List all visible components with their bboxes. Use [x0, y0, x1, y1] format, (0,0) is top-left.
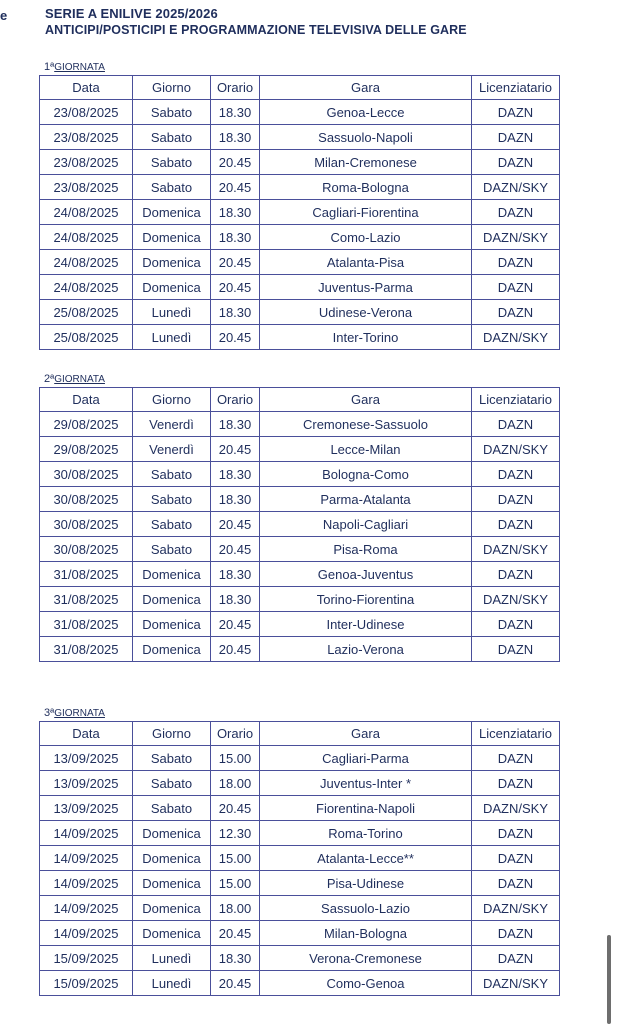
table-row [40, 125, 560, 150]
match-cell: Verona-Cremonese [260, 946, 472, 971]
column-header-match: Gara [260, 722, 472, 746]
column-header-broadcaster: Licenziatario [472, 76, 560, 100]
day-cell: Sabato [133, 100, 211, 125]
table-row [40, 512, 560, 537]
column-header-broadcaster: Licenziatario [472, 388, 560, 412]
broadcaster-cell: DAZN [472, 300, 560, 325]
giornata-3-heading [44, 706, 560, 721]
table-row [40, 971, 560, 996]
giornata-1-section [39, 60, 560, 350]
giornata-number: 3ª [44, 707, 55, 719]
day-cell: Domenica [133, 821, 211, 846]
date-cell: 13/09/2025 [40, 746, 133, 771]
time-cell: 12.30 [211, 821, 260, 846]
match-cell: Como-Lazio [260, 225, 472, 250]
broadcaster-cell: DAZN [472, 462, 560, 487]
time-cell: 20.45 [211, 275, 260, 300]
time-cell: 15.00 [211, 871, 260, 896]
match-cell: Sassuolo-Napoli [260, 125, 472, 150]
giornata-3-section [39, 706, 560, 996]
broadcaster-cell: DAZN [472, 771, 560, 796]
date-cell: 13/09/2025 [40, 796, 133, 821]
day-cell: Sabato [133, 512, 211, 537]
day-cell: Domenica [133, 225, 211, 250]
match-cell: Milan-Cremonese [260, 150, 472, 175]
table-row [40, 637, 560, 662]
day-cell: Sabato [133, 150, 211, 175]
date-cell: 14/09/2025 [40, 871, 133, 896]
time-cell: 18.30 [211, 300, 260, 325]
day-cell: Lunedì [133, 325, 211, 350]
table-row [40, 437, 560, 462]
match-cell: Lecce-Milan [260, 437, 472, 462]
column-header-date: Data [40, 388, 133, 412]
match-cell: Cagliari-Fiorentina [260, 200, 472, 225]
time-cell: 18.30 [211, 125, 260, 150]
broadcaster-cell: DAZN [472, 637, 560, 662]
time-cell: 15.00 [211, 746, 260, 771]
table-row [40, 821, 560, 846]
time-cell: 18.00 [211, 896, 260, 921]
date-cell: 24/08/2025 [40, 225, 133, 250]
date-cell: 30/08/2025 [40, 512, 133, 537]
time-cell: 18.30 [211, 100, 260, 125]
match-cell: Roma-Bologna [260, 175, 472, 200]
table-row [40, 150, 560, 175]
broadcaster-cell: DAZN [472, 125, 560, 150]
broadcaster-cell: DAZN/SKY [472, 225, 560, 250]
date-cell: 24/08/2025 [40, 250, 133, 275]
table-row [40, 200, 560, 225]
document-subtitle: ANTICIPI/POSTICIPI E PROGRAMMAZIONE TELEVISIVA DELLE GARE [45, 23, 467, 37]
table-row [40, 412, 560, 437]
match-cell: Milan-Bologna [260, 921, 472, 946]
column-header-day: Giorno [133, 388, 211, 412]
column-header-match: Gara [260, 388, 472, 412]
broadcaster-cell: DAZN [472, 100, 560, 125]
broadcaster-cell: DAZN/SKY [472, 896, 560, 921]
giornata-1-table [39, 75, 560, 350]
date-cell: 29/08/2025 [40, 412, 133, 437]
time-cell: 18.30 [211, 562, 260, 587]
date-cell: 23/08/2025 [40, 125, 133, 150]
day-cell: Domenica [133, 587, 211, 612]
column-header-day: Giorno [133, 722, 211, 746]
table-row [40, 175, 560, 200]
giornata-number: 2ª [44, 373, 55, 385]
table-row [40, 462, 560, 487]
giornata-1-heading [44, 60, 560, 75]
header-row [40, 76, 560, 100]
time-cell: 18.30 [211, 200, 260, 225]
match-cell: Parma-Atalanta [260, 487, 472, 512]
match-cell: Torino-Fiorentina [260, 587, 472, 612]
time-cell: 20.45 [211, 612, 260, 637]
match-cell: Genoa-Juventus [260, 562, 472, 587]
match-cell: Cagliari-Parma [260, 746, 472, 771]
date-cell: 23/08/2025 [40, 100, 133, 125]
column-header-match: Gara [260, 76, 472, 100]
day-cell: Venerdì [133, 437, 211, 462]
day-cell: Domenica [133, 275, 211, 300]
match-cell: Lazio-Verona [260, 637, 472, 662]
table-row [40, 612, 560, 637]
column-header-broadcaster: Licenziatario [472, 722, 560, 746]
broadcaster-cell: DAZN [472, 562, 560, 587]
header-row [40, 388, 560, 412]
time-cell: 20.45 [211, 921, 260, 946]
date-cell: 31/08/2025 [40, 562, 133, 587]
broadcaster-cell: DAZN/SKY [472, 175, 560, 200]
header-row [40, 722, 560, 746]
table-row [40, 896, 560, 921]
broadcaster-cell: DAZN [472, 250, 560, 275]
broadcaster-cell: DAZN/SKY [472, 537, 560, 562]
day-cell: Venerdì [133, 412, 211, 437]
column-header-date: Data [40, 76, 133, 100]
time-cell: 20.45 [211, 325, 260, 350]
document-header [45, 6, 467, 38]
date-cell: 14/09/2025 [40, 921, 133, 946]
match-cell: Bologna-Como [260, 462, 472, 487]
giornata-number: 1ª [44, 61, 55, 73]
time-cell: 20.45 [211, 796, 260, 821]
day-cell: Sabato [133, 487, 211, 512]
date-cell: 30/08/2025 [40, 462, 133, 487]
document-title: SERIE A ENILIVE 2025/2026 [45, 6, 218, 21]
time-cell: 20.45 [211, 175, 260, 200]
table-row [40, 746, 560, 771]
time-cell: 20.45 [211, 150, 260, 175]
giornata-2-section [39, 372, 560, 662]
broadcaster-cell: DAZN [472, 412, 560, 437]
day-cell: Domenica [133, 637, 211, 662]
giornata-2-heading [44, 372, 560, 387]
day-cell: Domenica [133, 200, 211, 225]
table-row [40, 796, 560, 821]
date-cell: 23/08/2025 [40, 150, 133, 175]
match-cell: Pisa-Udinese [260, 871, 472, 896]
time-cell: 18.30 [211, 587, 260, 612]
table-row [40, 871, 560, 896]
date-cell: 14/09/2025 [40, 846, 133, 871]
date-cell: 23/08/2025 [40, 175, 133, 200]
day-cell: Lunedì [133, 971, 211, 996]
match-cell: Udinese-Verona [260, 300, 472, 325]
column-header-date: Data [40, 722, 133, 746]
date-cell: 25/08/2025 [40, 300, 133, 325]
day-cell: Domenica [133, 250, 211, 275]
day-cell: Sabato [133, 771, 211, 796]
table-row [40, 325, 560, 350]
time-cell: 20.45 [211, 971, 260, 996]
time-cell: 18.30 [211, 225, 260, 250]
match-cell: Genoa-Lecce [260, 100, 472, 125]
time-cell: 20.45 [211, 512, 260, 537]
table-row [40, 587, 560, 612]
date-cell: 15/09/2025 [40, 946, 133, 971]
column-header-time: Orario [211, 722, 260, 746]
match-cell: Napoli-Cagliari [260, 512, 472, 537]
time-cell: 18.30 [211, 462, 260, 487]
broadcaster-cell: DAZN/SKY [472, 971, 560, 996]
match-cell: Fiorentina-Napoli [260, 796, 472, 821]
match-cell: Pisa-Roma [260, 537, 472, 562]
day-cell: Domenica [133, 846, 211, 871]
day-cell: Sabato [133, 462, 211, 487]
broadcaster-cell: DAZN [472, 200, 560, 225]
match-cell: Juventus-Inter * [260, 771, 472, 796]
date-cell: 13/09/2025 [40, 771, 133, 796]
day-cell: Sabato [133, 746, 211, 771]
table-row [40, 921, 560, 946]
day-cell: Sabato [133, 175, 211, 200]
day-cell: Domenica [133, 562, 211, 587]
giornata-label: GIORNATA [54, 62, 105, 73]
column-header-time: Orario [211, 76, 260, 100]
broadcaster-cell: DAZN [472, 821, 560, 846]
broadcaster-cell: DAZN [472, 150, 560, 175]
time-cell: 18.30 [211, 946, 260, 971]
date-cell: 30/08/2025 [40, 537, 133, 562]
date-cell: 24/08/2025 [40, 275, 133, 300]
table-row [40, 771, 560, 796]
date-cell: 25/08/2025 [40, 325, 133, 350]
match-cell: Sassuolo-Lazio [260, 896, 472, 921]
day-cell: Lunedì [133, 300, 211, 325]
table-row [40, 487, 560, 512]
date-cell: 24/08/2025 [40, 200, 133, 225]
table-row [40, 946, 560, 971]
match-cell: Como-Genoa [260, 971, 472, 996]
day-cell: Domenica [133, 612, 211, 637]
broadcaster-cell: DAZN [472, 871, 560, 896]
time-cell: 18.00 [211, 771, 260, 796]
table-row [40, 250, 560, 275]
time-cell: 20.45 [211, 537, 260, 562]
match-cell: Roma-Torino [260, 821, 472, 846]
match-cell: Atalanta-Lecce** [260, 846, 472, 871]
date-cell: 31/08/2025 [40, 587, 133, 612]
giornata-2-table [39, 387, 560, 662]
column-header-day: Giorno [133, 76, 211, 100]
time-cell: 18.30 [211, 487, 260, 512]
broadcaster-cell: DAZN/SKY [472, 325, 560, 350]
match-cell: Atalanta-Pisa [260, 250, 472, 275]
date-cell: 31/08/2025 [40, 612, 133, 637]
time-cell: 20.45 [211, 250, 260, 275]
giornata-label: GIORNATA [54, 374, 105, 385]
broadcaster-cell: DAZN [472, 612, 560, 637]
broadcaster-cell: DAZN [472, 746, 560, 771]
match-cell: Inter-Udinese [260, 612, 472, 637]
time-cell: 15.00 [211, 846, 260, 871]
match-cell: Juventus-Parma [260, 275, 472, 300]
giornata-label: GIORNATA [54, 708, 105, 719]
time-cell: 20.45 [211, 637, 260, 662]
day-cell: Sabato [133, 796, 211, 821]
date-cell: 30/08/2025 [40, 487, 133, 512]
date-cell: 15/09/2025 [40, 971, 133, 996]
table-row [40, 100, 560, 125]
table-row [40, 537, 560, 562]
table-row [40, 562, 560, 587]
broadcaster-cell: DAZN [472, 846, 560, 871]
broadcaster-cell: DAZN [472, 487, 560, 512]
table-row [40, 225, 560, 250]
column-header-time: Orario [211, 388, 260, 412]
vertical-scrollbar[interactable] [607, 935, 611, 1024]
day-cell: Lunedì [133, 946, 211, 971]
day-cell: Domenica [133, 921, 211, 946]
broadcaster-cell: DAZN/SKY [472, 587, 560, 612]
date-cell: 14/09/2025 [40, 896, 133, 921]
giornata-3-table [39, 721, 560, 996]
day-cell: Sabato [133, 537, 211, 562]
match-cell: Cremonese-Sassuolo [260, 412, 472, 437]
table-row [40, 275, 560, 300]
broadcaster-cell: DAZN [472, 512, 560, 537]
day-cell: Domenica [133, 871, 211, 896]
broadcaster-cell: DAZN/SKY [472, 796, 560, 821]
day-cell: Sabato [133, 125, 211, 150]
cropped-edge-text: e [0, 8, 8, 23]
date-cell: 29/08/2025 [40, 437, 133, 462]
broadcaster-cell: DAZN [472, 921, 560, 946]
time-cell: 20.45 [211, 437, 260, 462]
table-row [40, 300, 560, 325]
broadcaster-cell: DAZN [472, 946, 560, 971]
match-cell: Inter-Torino [260, 325, 472, 350]
date-cell: 31/08/2025 [40, 637, 133, 662]
broadcaster-cell: DAZN/SKY [472, 437, 560, 462]
time-cell: 18.30 [211, 412, 260, 437]
date-cell: 14/09/2025 [40, 821, 133, 846]
broadcaster-cell: DAZN [472, 275, 560, 300]
table-row [40, 846, 560, 871]
day-cell: Domenica [133, 896, 211, 921]
